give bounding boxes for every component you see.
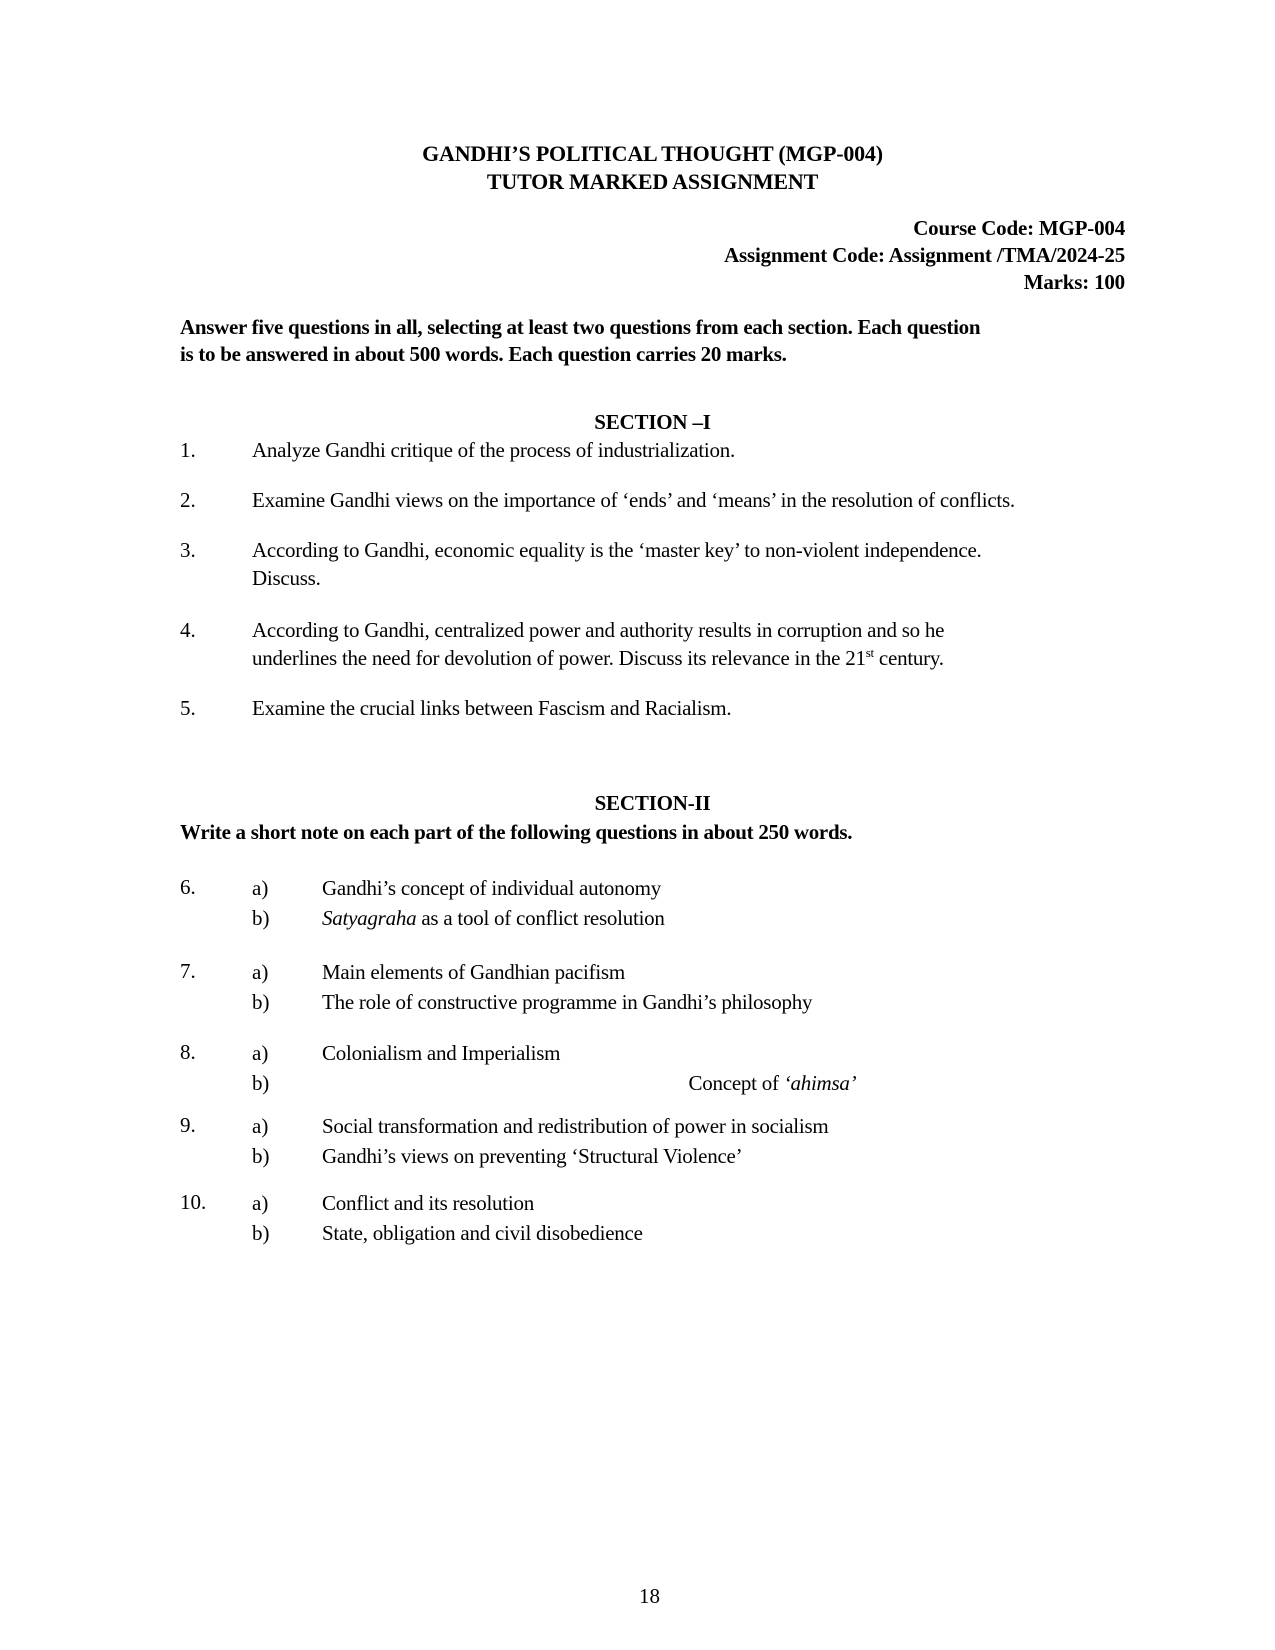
part-text: State, obligation and civil disobedience [322,1221,643,1245]
question-number: 9. [180,1113,196,1137]
question-number: 6. [180,875,196,899]
part-text: Concept of ‘ahimsa’ [688,1071,857,1095]
question-part-a [252,1111,1125,1141]
question-1 [180,436,1125,464]
part-text: Gandhi’s concept of individual autonomy [322,876,662,900]
part-label: a) [252,876,269,900]
part-text: Main elements of Gandhian pacifism [322,960,625,984]
question-number: 5. [180,696,196,720]
question-text: According to Gandhi, centralized power and authority results in corruption and so he underlines the need for devolution of power. Discuss its relevance in the 21st century. [252,618,945,670]
question-6 [180,873,1125,933]
question-number: 2. [180,488,196,512]
assignment-instructions [180,314,1125,368]
question-text: According to Gandhi, economic equality is the ‘master key’ to non-violent independence. Discuss. [252,538,982,590]
part-label: b) [252,1144,270,1168]
question-number: 7. [180,959,196,983]
question-number: 4. [180,618,196,642]
document-title: GANDHI’S POLITICAL THOUGHT (MGP-004) [422,141,883,166]
question-number: 3. [180,538,196,562]
part-text: Gandhi’s views on preventing ‘Structural Violence’ [322,1144,743,1168]
course-code: Course Code: MGP-004 [913,216,1125,240]
question-part-b [252,1068,1125,1098]
question-part-a [252,1038,1125,1068]
part-label: b) [252,1071,269,1095]
question-3 [180,536,1125,592]
part-text: Social transformation and redistribution of power in socialism [322,1114,829,1138]
question-part-a [252,1188,1125,1218]
part-text: Colonialism and Imperialism [322,1041,561,1065]
page-number: 18 [639,1584,660,1608]
question-part-b [252,987,1125,1017]
question-part-b [252,1218,1125,1248]
question-part-a [252,873,1125,903]
part-text: Satyagraha as a tool of conflict resolution [322,906,665,930]
part-label: a) [252,1041,269,1065]
question-text: Examine the crucial links between Fascism and Racialism. [252,696,732,720]
question-part-a [252,957,1125,987]
question-5 [180,694,1125,722]
question-number: 1. [180,438,196,462]
part-label: b) [252,906,270,930]
document-subtitle: TUTOR MARKED ASSIGNMENT [486,169,819,194]
assignment-instructions-line2: is to be answered in about 500 words. Each question carries 20 marks. [180,342,787,366]
part-text: Conflict and its resolution [322,1191,534,1215]
document-content [180,0,1125,1248]
question-text: Examine Gandhi views on the importance of ‘ends’ and ‘means’ in the resolution of conflicts. [252,488,1015,512]
section2-heading: SECTION-II [594,791,711,815]
section2-instructions: Write a short note on each part of the following questions in about 250 words. [180,820,853,844]
part-label: a) [252,960,269,984]
assignment-code: Assignment Code: Assignment /TMA/2024-25 [724,243,1125,267]
question-2 [180,486,1125,514]
question-10 [180,1188,1125,1248]
question-4 [180,616,1125,672]
part-text: The role of constructive programme in Gandhi’s philosophy [322,990,813,1014]
question-8 [180,1038,1125,1098]
section1-heading: SECTION –I [594,410,711,434]
question-text: Analyze Gandhi critique of the process of industrialization. [252,438,736,462]
assignment-instructions-line1: Answer five questions in all, selecting at least two questions from each section. Each question [180,315,981,339]
question-number: 8. [180,1040,196,1064]
question-number: 10. [180,1190,207,1214]
part-label: b) [252,1221,270,1245]
part-label: b) [252,990,270,1014]
italic-term: Satyagraha [322,906,417,930]
part-label: a) [252,1191,269,1215]
document-header [180,140,1125,196]
question-9 [180,1111,1125,1171]
question-part-b [252,903,1125,933]
italic-term: ‘ahimsa’ [783,1071,857,1095]
part-label: a) [252,1114,269,1138]
course-meta [180,215,1125,296]
marks-total: Marks: 100 [1023,270,1125,294]
question-part-b [252,1141,1125,1171]
question-7 [180,957,1125,1017]
ordinal-superscript: st [865,645,874,660]
